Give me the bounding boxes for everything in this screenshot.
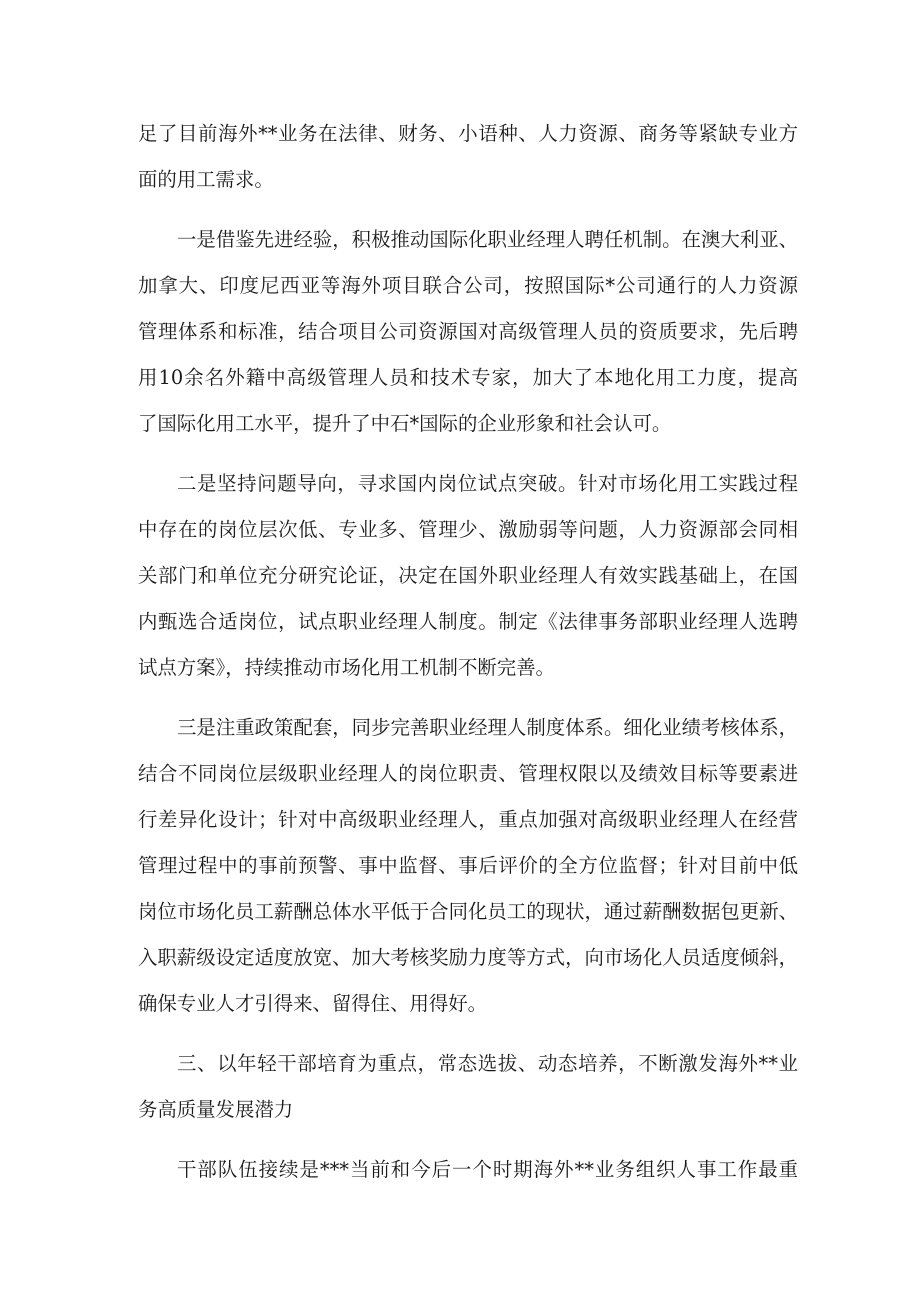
paragraph-2-line-4: 内甄选合适岗位，试点职业经理人制度。制定《法律事务部职业经理人选聘	[138, 610, 798, 633]
paragraph-0-line-1: 足了目前海外**业务在法律、财务、小语种、人力资源、商务等紧缺专业方	[138, 122, 798, 145]
paragraph-1-line-1: 一是借鉴先进经验，积极推动国际化职业经理人聘任机制。在澳大利亚、	[177, 228, 798, 251]
paragraph-1-line-5: 了国际化用工水平，提升了中石*国际的企业形象和社会认可。	[138, 412, 672, 435]
paragraph-0-line-2: 面的用工需求。	[138, 168, 274, 191]
paragraph-3-line-4: 管理过程中的事前预警、事中监督、事后评价的全方位监督；针对目前中低	[138, 854, 798, 877]
paragraph-3-line-2: 结合不同岗位层级职业经理人的岗位职责、管理权限以及绩效目标等要素进	[138, 762, 798, 785]
paragraph-2-line-2: 中存在的岗位层次低、专业多、管理少、激励弱等问题，人力资源部会同相	[138, 518, 798, 541]
paragraph-2-line-1: 二是坚持问题导向，寻求国内岗位试点突破。针对市场化用工实践过程	[177, 472, 798, 495]
section-heading-line-2: 务高质量发展潜力	[138, 1098, 294, 1121]
paragraph-1-line-3: 管理体系和标准，结合项目公司资源国对高级管理人员的资质要求，先后聘	[138, 320, 798, 343]
paragraph-3-line-6: 入职薪级设定适度放宽、加大考核奖励力度等方式，向市场化人员适度倾斜，	[138, 946, 798, 969]
paragraph-3-line-3: 行差异化设计；针对中高级职业经理人，重点加强对高级职业经理人在经营	[138, 808, 798, 831]
section-heading-line-1: 三、以年轻干部培育为重点，常态选拔、动态培养，不断激发海外**业	[177, 1052, 798, 1075]
paragraph-1-line-2: 加拿大、印度尼西亚等海外项目联合公司，按照国际*公司通行的人力资源	[138, 274, 798, 297]
paragraph-2-line-5: 试点方案》，持续推动市场化用工机制不断完善。	[138, 656, 555, 679]
paragraph-3-line-7: 确保专业人才引得来、留得住、用得好。	[138, 992, 488, 1015]
paragraph-3-line-5: 岗位市场化员工薪酬总体水平低于合同化员工的现状，通过薪酬数据包更新、	[138, 900, 798, 923]
paragraph-3-line-1: 三是注重政策配套，同步完善职业经理人制度体系。细化业绩考核体系，	[177, 716, 798, 739]
paragraph-5-line-1: 干部队伍接续是***当前和今后一个时期海外**业务组织人事工作最重	[177, 1158, 798, 1181]
paragraph-1-line-4: 用10余名外籍中高级管理人员和技术专家，加大了本地化用工力度，提高	[138, 366, 798, 389]
paragraph-2-line-3: 关部门和单位充分研究论证，决定在国外职业经理人有效实践基础上，在国	[138, 564, 798, 587]
